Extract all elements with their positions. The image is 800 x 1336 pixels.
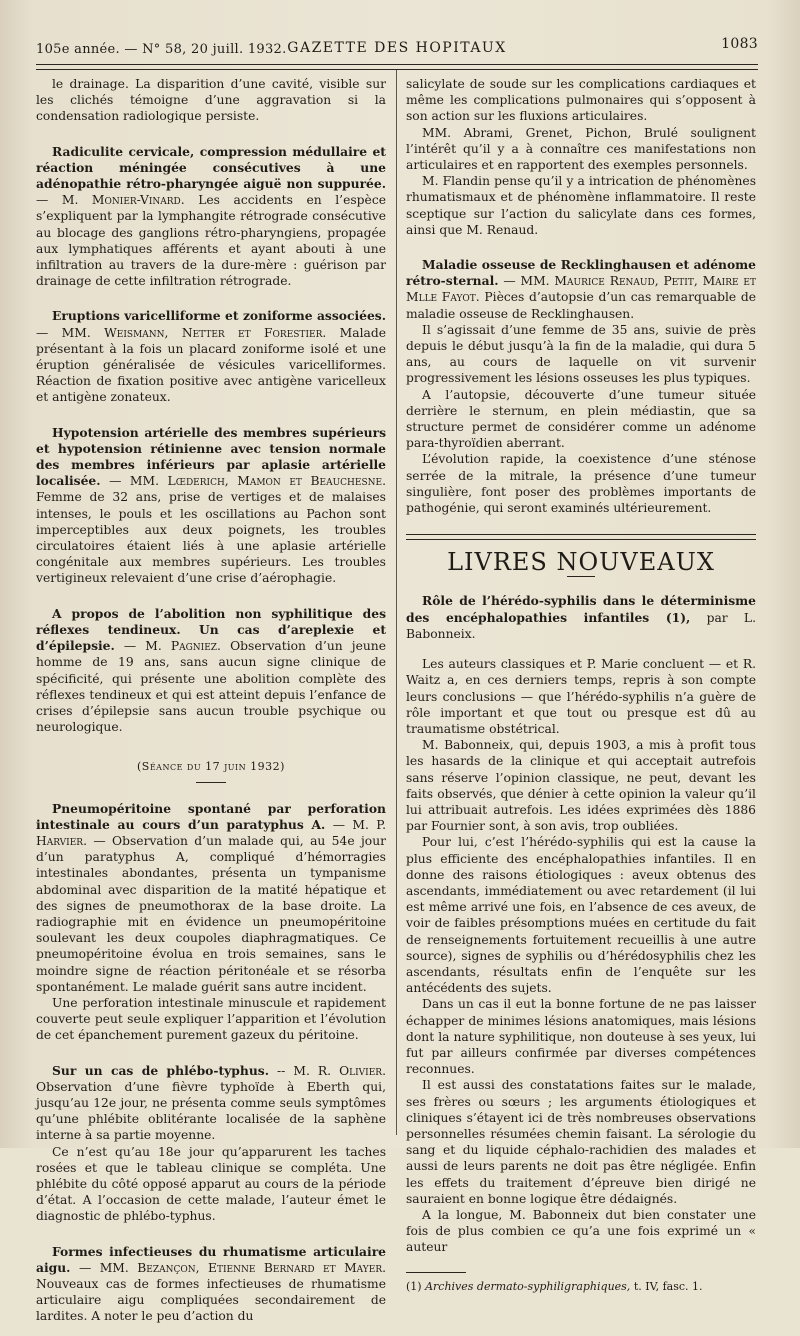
entry-title: A propos de l’abolition non syphilitique des réflexes tendineux. Un cas d’areplexie et d’épilepsie. xyxy=(36,605,386,654)
entry-body-3: M. Flandin pense qu’il y a intrication de phénomènes rhumatismaux et de phénomène inflammatoire. Il reste sceptique sur l’action du salicylate dans ces formes, ainsi que M. Renaud. xyxy=(406,174,756,237)
entry-title: Sur un cas de phlébo-typhus. xyxy=(52,1062,269,1078)
entry-authors: -- M. R. Olivier. xyxy=(277,1063,386,1078)
entry-eruptions xyxy=(36,308,386,405)
entry-body: Les accidents en l’espèce s’expliquent par la lymphangite rétrograde consécutive au blocage des ganglions rétro-pharyngiens, propagée aux lymphatiques afférents et ayant abouti à une infiltration au travers de la dure-mère : guérison par drainage de cette infiltration rétrograde. xyxy=(36,193,386,289)
entry-body-6: A la longue, M. Babonneix dut bien constater une fois de plus combien ce qu’a une fois exprimé un « auteur xyxy=(406,1208,756,1255)
entry-authors: — MM. Lœderich, Mamon et Beauchesne. xyxy=(109,474,386,489)
section-heading: LIVRES NOUVEAUX xyxy=(447,548,715,577)
entry-title: Eruptions varicelliforme et zoniforme associées. xyxy=(52,308,386,324)
entry-areflexie xyxy=(36,606,386,736)
entry-body-2: Une perforation intestinale minuscule et rapidement couverte peut seule expliquer l’apparition et l’évolution de cet épanchement purement gazeux du péritoine. xyxy=(36,995,386,1043)
entry-body: Les auteurs classiques et P. Marie concluent — et R. Waitz a, en ces derniers temps, repris à son compte leurs conclusions — que l’hérédo-syphilis n’a guère de rôle important et que tout ou presque est dû au traumatisme obstétrical. xyxy=(406,657,756,736)
footnote xyxy=(406,1279,756,1295)
right-column xyxy=(406,76,756,1295)
entry-authors: — M. Monier-Vinard. xyxy=(36,193,185,208)
entry-title: Maladie osseuse de Recklinghausen et adénome rétro-sternal. xyxy=(406,257,756,289)
entry-recklinghausen xyxy=(406,257,756,516)
entry-pneumoperitoine xyxy=(36,801,386,1044)
issue-info: 105e année. — N° 58, 20 juill. 1932. xyxy=(36,42,287,57)
entry-drainage xyxy=(36,76,386,125)
entry-body-2: Ce n’est qu’au 18e jour qu’apparurent les taches rosées et que le tableau clinique se compléta. Une phlébite du côté opposé apparut au cours de la période d’état. A l’occasion de cette malade, l’auteur émet le diagnostic de phlébo-typhus. xyxy=(36,1144,386,1224)
entry-body: salicylate de soude sur les complications cardiaques et même les complications pulmonaires qui s’opposent à son action sur les fluxions articulaires. xyxy=(406,77,756,124)
page-header xyxy=(36,36,758,58)
section-heading-rule xyxy=(567,576,595,577)
entry-body: le drainage. La disparition d’une cavité, visible sur les clichés témoigne d’une aggravation si la condensation radiologique persiste. xyxy=(36,77,386,124)
entry-authors: — MM. Bezançon, Etienne Bernard et Mayer. xyxy=(78,1260,386,1275)
books-rule xyxy=(406,534,756,540)
footnote-title: Archives dermato-syphiligraphiques, xyxy=(425,1279,631,1293)
entry-authors: — MM. Maurice Renaud, Petit, Maire et Mlle Fayot. xyxy=(406,274,756,305)
entry-body: Malade présentant à la fois un placard zoniforme isolé et une éruption généralisée de vésicules varicelliformes. Réaction de fixation positive avec antigène varicelleux et antigène zonateux. xyxy=(36,325,386,405)
journal-title: GAZETTE DES HOPITAUX xyxy=(287,40,507,56)
session-heading: (Séance du 17 juin 1932) xyxy=(137,760,285,774)
entry-authors: — M. Pagniez. xyxy=(123,639,221,654)
entry-body-3: Pour lui, c’est l’hérédo-syphilis qui est la cause la plus efficiente des encéphalopathies infantiles. Il en donne des raisons étiologiques : aveux obtenus des ascendants, immédiatement ou avec retardement (il lui est même arrivé une fois, en l’absence de ces aveux, de voir de faibles présomptions muées en certitude du fait de renseignements fortuitement recueillis à une autre source), signes de syphilis ou d’hérédosyphilis chez les ascendants, résultats enfin de l’enquête sur les antécédents des sujets. xyxy=(406,835,756,996)
page-number: 1083 xyxy=(721,36,758,52)
entry-body-4: Dans un cas il eut la bonne fortune de ne pas laisser échapper de minimes lésions anatomiques, mais lésions dont la nature syphilitique, non douteuse à ses yeux, lui fut par ailleurs confirmée par diverses compétences reconnues. xyxy=(406,997,756,1077)
entry-authors: — MM. Weismann, Netter et Forestier. xyxy=(36,325,327,340)
entry-body-2: MM. Abrami, Grenet, Pichon, Brulé soulignent l’intérêt qu’il y a à connaître ces manifestations non articulaires et en rapportent des exemples personnels. xyxy=(406,125,756,173)
entry-body: Pièces d’autopsie d’un cas remarquable de maladie osseuse de Recklinghausen. xyxy=(406,290,756,321)
footnote-rest: t. IV, fasc. 1. xyxy=(633,1279,703,1293)
entry-title: Pneumopéritoine spontané par perforation intestinale au cours d’un paratyphus A. xyxy=(36,800,386,832)
entry-authors: par L. Babonneix. xyxy=(406,610,756,641)
footnote-rule xyxy=(406,1272,466,1273)
entry-title: Hypotension artérielle des membres supérieurs et hypotension rétinienne avec tension normale des membres inférieurs par aplasie artérielle localisée. xyxy=(36,424,386,489)
entry-body-2: M. Babonneix, qui, depuis 1903, a mis à profit tous les hasards de la clinique et qui acceptait autrefois sans réserve l’opinion classique, ne peut, devant les faits observés, que dénier à cette opinion la valeur qu’il lui attribuait autrefois. Les idées exprimées dès 1886 par Fournier sont, à son avis, trop oubliées. xyxy=(406,738,756,834)
column-divider xyxy=(396,70,397,1135)
entry-body: Observation d’un jeune homme de 19 ans, sans aucun signe clinique de spécificité, qui présente une abolition complète des réflexes tendineux et qui est atteint depuis l’enfance de crises d’épilepsie sans aucun trouble psychique ou neurologique. xyxy=(36,639,386,735)
entry-body-5: Il est aussi des constatations faites sur le malade, ses frères ou sœurs ; les arguments étiologiques et cliniques s’étayent ici de très nombreuses observations personnelles résumées chemin faisant. La sérologie du sang et du liquide céphalo-rachidien des malades et aussi de leurs parents ne doit pas être négligée. Enfin les effets du traitement d’épreuve bien dirigé ne sauraient en bonne logique être dédaignés. xyxy=(406,1078,756,1206)
footnote-mark: (1) xyxy=(406,1279,422,1293)
entry-salicylate xyxy=(406,76,756,238)
entry-body-4: L’évolution rapide, la coexistence d’une sténose serrée de la mitrale, la présence d’une tumeur singulière, font poser des problèmes importants de pathogénie, qui seront examinés ultérieurement. xyxy=(406,452,756,516)
entry-title: Formes infectieuses du rhumatisme articulaire aigu. xyxy=(36,1243,386,1275)
entry-hypotension xyxy=(36,425,386,587)
entry-body: Femme de 32 ans, prise de vertiges et de malaises intenses, le pouls et les oscillations au Pachon sont imperceptibles aux deux poignets, les troubles circulatoires étaient liés à une aplasie artérielle congénitale aux membres supérieurs. Les troubles vertigineux relevaient d’une crise d’aérophagie. xyxy=(36,490,386,586)
entry-body-2: Il s’agissait d’une femme de 35 ans, suivie de près depuis le début jusqu’à la fin de la maladie, qui dura 5 ans, au cours de laquelle on vit survenir progressivement les lésions osseuses les plus typiques. xyxy=(406,322,756,386)
entry-title: Rôle de l’hérédo-syphilis dans le déterminisme des encéphalopathies infantiles (1), xyxy=(406,593,756,625)
entry-phlebo-typhus xyxy=(36,1063,386,1225)
left-column xyxy=(36,76,386,1336)
entry-title: Radiculite cervicale, compression médullaire et réaction méningée consécutives à une adénopathie rétro-pharyngée aiguë non suppurée. xyxy=(36,143,386,192)
session-rule xyxy=(196,782,226,783)
entry-body: — Observation d’un malade qui, au 54e jour d’un paratyphus A, compliqué d’hémorragies intestinales abondantes, présenta un tympanisme abdominal avec disparition de la matité hépatique et des signes de pneumothorax de la base droite. La radiographie mit en évidence un pneumopéritoine soulevant les deux coupoles diaphragmatiques. Ce pneumopéritoine évolua en trois semaines, sans le moindre signe de réaction péritonéale et se résorba spontanément. Le malade guérit sans autre incident. xyxy=(36,833,386,994)
header-rule xyxy=(36,64,758,70)
entry-authors: — M. P. Harvier. xyxy=(36,817,386,848)
entry-rhumatisme xyxy=(36,1244,386,1325)
entry-heredo-syphilis xyxy=(406,593,756,1255)
entry-body-3: A l’autopsie, découverte d’une tumeur située derrière le sternum, en plein médiastin, que sa structure permet de considérer comme un adénome para-thyroïdien aberrant. xyxy=(406,387,756,451)
entry-body: Nouveaux cas de formes infectieuses de rhumatisme articulaire aigu compliquées secondairement de lardites. A noter le peu d’action du xyxy=(36,1277,386,1324)
entry-body: Observation d’une fièvre typhoïde à Eberth qui, jusqu’au 12e jour, ne présenta comme seuls symptômes qu’une phlébite oblitérante localisée de la saphène interne à sa partie moyenne. xyxy=(36,1079,386,1143)
entry-radiculite xyxy=(36,144,386,290)
